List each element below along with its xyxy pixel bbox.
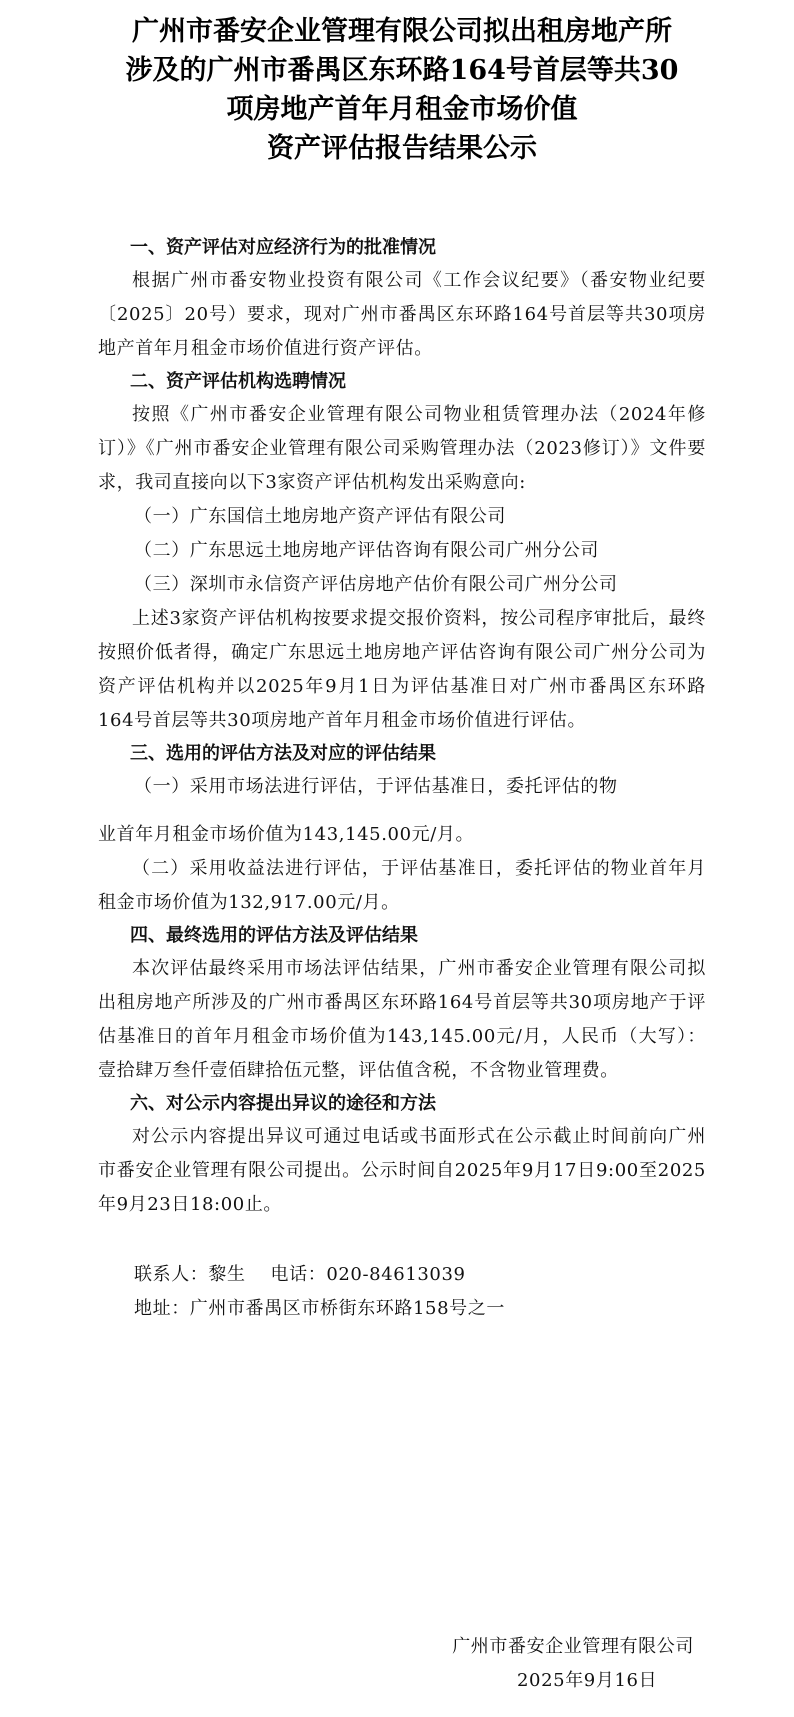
title-line-3: 项房地产首年月租金市场价值 <box>226 94 578 125</box>
section-6-paragraph: 对公示内容提出异议可通过电话或书面形式在公示截止时间前向广州市番安企业管理有限公司提出。公示时间自2025年9月17日9:00至2025年9月23日18:00止。 <box>98 1126 706 1215</box>
section-1-paragraph: 根据广州市番安物业投资有限公司《工作会议纪要》（番安物业纪要〔2025〕20号）要求，现对广州市番禺区东环路164号首层等共30项房地产首年月租金市场价值进行资产评估。 <box>98 270 706 359</box>
title-line-1: 广州市番安企业管理有限公司拟出租房地产所 <box>132 16 672 47</box>
section-2-item-2: （二）广东思远土地房地产评估咨询有限公司广州分公司 <box>134 540 599 561</box>
section-3-item-2: （二）采用收益法进行评估，于评估基准日，委托评估的物业首年月租金市场价值为132,917.00元/月。 <box>98 858 706 913</box>
section-6-heading: 六、对公示内容提出异议的途径和方法 <box>130 1093 436 1114</box>
section-4-paragraph: 本次评估最终采用市场法评估结果，广州市番安企业管理有限公司拟出租房地产所涉及的广州市番禺区东环路164号首层等共30项房地产于评估基准日的首年月租金市场价值为143,145.00元/月，人民币（大写）：壹拾肆万叁仟壹佰肆拾伍元整，评估值含税，不含物业管理费。 <box>98 958 706 1081</box>
section-1-heading: 一、资产评估对应经济行为的批准情况 <box>130 237 436 258</box>
section-2-paragraph-2: 上述3家资产评估机构按要求提交报价资料，按公司程序审批后，最终按照价低者得，确定广东思远土地房地产评估咨询有限公司广州分公司为资产评估机构并以2025年9月1日为评估基准日对广州市番禺区东环路164号首层等共30项房地产首年月租金市场价值进行评估。 <box>98 608 706 731</box>
document-body <box>98 232 706 1326</box>
signature-date: 2025年9月16日 <box>517 1670 658 1691</box>
section-3-heading: 三、选用的评估方法及对应的评估结果 <box>130 743 436 764</box>
section-3-item-1-line-2: 业首年月租金市场价值为143,145.00元/月。 <box>98 824 475 845</box>
signature-block <box>452 1630 694 1698</box>
section-3-item-1-line-1: （一）采用市场法进行评估，于评估基准日，委托评估的物 <box>134 776 618 797</box>
contact-address: 地址：广州市番禺区市桥街东环路158号之一 <box>134 1298 505 1319</box>
section-4-heading: 四、最终选用的评估方法及评估结果 <box>130 925 418 946</box>
page-title <box>98 0 706 168</box>
section-2-item-3: （三）深圳市永信资产评估房地产估价有限公司广州分公司 <box>134 574 618 595</box>
signature-company: 广州市番安企业管理有限公司 <box>452 1636 694 1657</box>
title-line-2: 涉及的广州市番禺区东环路164号首层等共30 <box>125 55 679 86</box>
contact-block <box>98 1258 706 1326</box>
section-2-heading: 二、资产评估机构选聘情况 <box>130 371 346 392</box>
section-2-item-1: （一）广东国信土地房地产资产评估有限公司 <box>134 506 506 527</box>
contact-person-phone: 联系人：黎生 电话：020-84613039 <box>134 1264 466 1285</box>
spacer <box>98 804 706 818</box>
title-line-4: 资产评估报告结果公示 <box>267 133 537 164</box>
section-2-paragraph-1: 按照《广州市番安企业管理有限公司物业租赁管理办法（2024年修订）》《广州市番安企业管理有限公司采购管理办法（2023修订）》文件要求，我司直接向以下3家资产评估机构发出采购意向: <box>98 404 706 493</box>
